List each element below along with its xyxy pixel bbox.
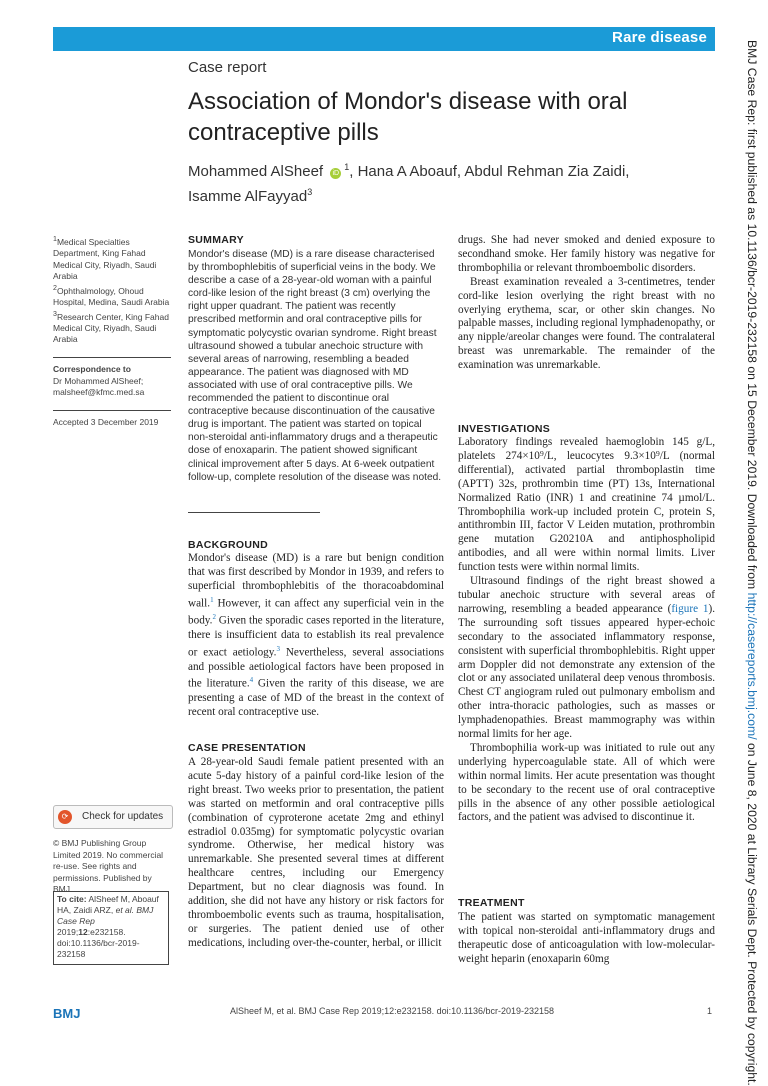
to-cite-journal: et al. BMJ Case Rep xyxy=(57,905,154,926)
copyright: © BMJ Publishing Group Limited 2019. No commercial re-use. See rights and permissions. Published by BMJ. xyxy=(53,838,164,894)
inv-text: ). The surrounding soft tissues appeared hyper-echoic secondary to the associated inflammatory response, consistent with superficial thrombophlebitis. Right upper arm Doppler did not demonstrate any extension of the clot or any associated unilateral deep venous thrombosis. Chest CT angiogram ruled out pulmonary embolism and other intra-thoracic pathologies, such as masses or lymphadenopathies. Breast mammography was within normal limits for her age. xyxy=(458,602,715,741)
check-updates-label: Check for updates xyxy=(82,811,164,822)
authors-rest: , Hana A Aboauf, Abdul Rehman Zia Zaidi, xyxy=(349,163,630,180)
author-list xyxy=(188,157,648,207)
updates-icon: ⟳ xyxy=(58,810,72,824)
figure-1-link[interactable]: figure 1 xyxy=(671,602,709,615)
case-para-1: A 28-year-old Saudi female patient presented with an acute 5-day history of a painful cord-like lesion of the right breast. Two weeks prior to presentation, the patient was started on metformin and oral contraceptive pills (combination of cyproterone acetate 2mg and ethinyl estradiol 0.035mg) for symptomatic polycystic ovarian syndrome. Otherwise, her medical history was unremarkable. She presented several times at different healthcare centres, including our Emergency Department, but no clear diagnosis was found. In addition, she did not have any history or risk factors for thromboembolic events such as trauma, hospitalisation, or surgeries. The patient denied use of other medications, including over-the-counter, herbal, or illicit xyxy=(188,756,444,949)
divider xyxy=(53,410,171,411)
article-title: Association of Mondor's disease with oral contraceptive pills xyxy=(188,88,628,146)
case-report-label: Case report xyxy=(188,59,267,76)
bg-text: Given the rarity of this disease, we are presenting a case of MD of the breast in the context of recent oral contraceptive use. xyxy=(188,678,444,718)
author-sup: 1 xyxy=(344,162,350,172)
correspondence-heading: Correspondence to xyxy=(53,364,131,374)
vertical-text: on June 8, 2020 at Library Serials Dept. Protected by copyright. xyxy=(745,739,759,1086)
case-presentation-cont xyxy=(458,234,715,373)
banner-label: Rare disease xyxy=(612,29,707,46)
inv-text: Ultrasound findings of the right breast showed a tubular anechoic structure with several areas of narrowing, resembling a beaded appearance ( xyxy=(458,575,715,615)
affiliations xyxy=(53,234,171,346)
treatment-heading: TREATMENT xyxy=(458,897,525,909)
case-presentation-text xyxy=(188,756,444,951)
ref-link[interactable]: 1 xyxy=(210,595,214,604)
to-cite-year: 2019; xyxy=(57,927,79,937)
to-cite-box xyxy=(53,891,169,965)
bmj-logo: BMJ xyxy=(53,1006,81,1021)
summary-heading: SUMMARY xyxy=(188,234,244,246)
bg-text: Given the sporadic cases reported in the literature, there is insufficient data to establish its real prevalence or exact aetiology. xyxy=(188,615,444,659)
page-number: 1 xyxy=(707,1006,713,1016)
inv-para-3: Thrombophilia work-up was initiated to rule out any underlying hypercoagulable state. All of which were within normal limits. Her acute presentation was thought to be secondary to the recent use of oral contraceptive pills in the absence of any other possible aetiological factors, and the patient was advised to discontinue it. xyxy=(458,741,715,824)
case-para-2: Breast examination revealed a 3-centimetres, tender cord-like lesion overlying the right breast with no overlying erythema, scar, or other skin changes. No palpable masses, including regional lymphadenopathy, or any nipple/areolar changes were found. The contralateral breast was unremarkable. The remainder of the examination was unremarkable. xyxy=(458,275,715,372)
top-banner xyxy=(53,27,715,51)
summary-text: Mondor's disease (MD) is a rare disease characterised by thrombophlebitis of superficial veins in the body. We describe a case of a 28-year-old woman with a painful cord-like lesion of the right breast (3 cm) overlying the right upper quadrant. The patient was recently prescribed metformin and oral contraceptive pills for symptomatic polycystic ovarian syndrome. Right breast ultrasound showed a tubular anechoic structure with several areas of narrowing, resembling a beaded appearance. The patient was diagnosed with MD associated with use of oral contraceptive pills. We recommended the patient to discontinue oral contraceptive because discontinuation of the causative drug is important. The patient was started on topical non-steroidal anti-inflammatory drugs and a therapeutic dose of enoxaparin. The patient showed significant clinical improvement after 5 days. At 6-week outpatient follow-up, complete resolution of the disease was noted. xyxy=(188,249,442,483)
affiliation-1: Medical Specialties Department, King Fahad Medical City, Riyadh, Saudi Arabia xyxy=(53,236,157,282)
orcid-icon[interactable]: iD xyxy=(330,168,341,179)
affiliation-3: Research Center, King Fahad Medical City, Riyadh, Saudi Arabia xyxy=(53,311,169,345)
investigations-heading: INVESTIGATIONS xyxy=(458,423,551,435)
correspondence-text: Dr Mohammed AlSheef; malsheef@kfmc.med.sa xyxy=(53,375,145,397)
aff-sup: 2 xyxy=(53,283,57,292)
treatment-text xyxy=(458,911,715,967)
casereports-link[interactable]: http://casereports.bmj.com/ xyxy=(745,592,759,740)
bg-text: However, it can affect any superficial vein in the body. xyxy=(188,597,444,628)
case-para-1-cont: drugs. She had never smoked and denied exposure to secondhand smoke. Her family history was negative for thrombophilia or relevant thromboembolic disorders. xyxy=(458,234,715,274)
to-cite-label: To cite: xyxy=(57,894,87,904)
author-1: Mohammed AlSheef xyxy=(188,163,324,180)
accepted-date: Accepted 3 December 2019 xyxy=(53,417,159,427)
correspondence xyxy=(53,364,171,399)
divider xyxy=(53,357,171,358)
treatment-para-1: The patient was started on symptomatic management with topical non-steroidal anti-inflammatory drugs and therapeutic dose of anticoagulation with low-molecular-weight heparin (enoxaparin 60mg xyxy=(458,911,715,965)
aff-sup: 3 xyxy=(53,309,57,318)
investigations-text xyxy=(458,436,715,825)
to-cite-text: AlSheef M, Aboauf HA, Zaidi ARZ, xyxy=(57,894,159,915)
affiliation-2: Ophthalmology, Ohoud Hospital, Medina, Saudi Arabia xyxy=(53,285,170,308)
footer-citation: AlSheef M, et al. BMJ Case Rep 2019;12:e232158. doi:10.1136/bcr-2019-232158 xyxy=(230,1006,555,1016)
author-4: Isamme AlFayyad xyxy=(188,188,308,205)
check-updates-button[interactable] xyxy=(53,805,173,829)
bg-text: Mondor's disease (MD) is a rare but benign condition that was first described by Mondor in 1939, and refers to superficial thrombophlebitis of the thoracoabdominal wall. xyxy=(188,552,444,610)
divider xyxy=(188,512,320,513)
author-sup: 3 xyxy=(307,187,313,197)
ref-link[interactable]: 3 xyxy=(276,644,280,653)
case-presentation-heading: CASE PRESENTATION xyxy=(188,742,306,754)
to-cite-doi: :e232158. doi:10.1136/bcr-2019-232158 xyxy=(57,927,140,959)
ref-link[interactable]: 4 xyxy=(249,676,254,685)
ref-link[interactable]: 2 xyxy=(212,613,216,622)
vertical-text: BMJ Case Rep: first published as 10.1136/bcr-2019-232158 on 15 December 2019. Downloaded from xyxy=(745,40,759,593)
to-cite-volume: 12 xyxy=(78,927,88,937)
aff-sup: 1 xyxy=(53,235,57,243)
background-heading: BACKGROUND xyxy=(188,539,268,551)
bg-text: Nevertheless, several associations and possible aetiological factors have been proposed in the literature. xyxy=(188,646,444,691)
background-text xyxy=(188,552,444,720)
inv-para-1: Laboratory findings revealed haemoglobin 145 g/L, platelets 274×10⁹/L, leucocytes 9.3×10⁹/L (normal differential), activated partial thromboplastin time (APTT) 32s, prothrombin time (PT) 13s, International Normalized Ratio (INR) 1 and creatinine 74 µmol/L. Thrombophilia work-up included protein C, protein S, antithrombin III, factor V Leiden mutation, prothrombin gene mutation G20210A and antiphospholipid antibodies, and all were within normal limits. Liver function tests were within normal limits. xyxy=(458,436,715,574)
vertical-citation xyxy=(743,40,759,1086)
